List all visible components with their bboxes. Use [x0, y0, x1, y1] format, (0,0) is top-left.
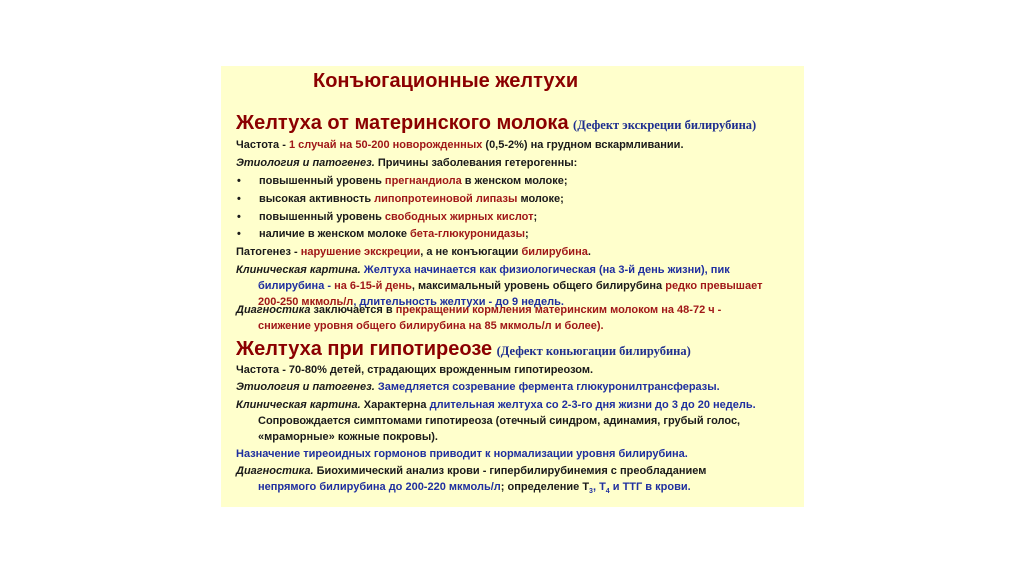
pathogenesis-text: .: [587, 246, 591, 258]
etiology-text: Замедляется созревание фермента глюкуронилтрансферазы.: [374, 381, 720, 393]
section2-subheading: (Дефект коньюгации билирубина): [496, 344, 691, 358]
list-item: [237, 193, 564, 205]
freq-rest: (0,5-2%) на грудном вскармливании.: [482, 139, 684, 151]
bullet-text: наличие в женском молоке: [259, 228, 410, 240]
clinical-text: Желтуха начинается как физиологическая (на 3-й день жизни), пик: [360, 264, 730, 276]
section2-clinical-line2: Сопровождается симптомами гипотиреоза (отечный синдром, адинамия, грубый голос,: [258, 415, 741, 427]
section2-diagnosis-line2: [258, 481, 691, 495]
clinical-highlight: длительная желтуха со 2-3-го дня жизни до 3 до 20 недель.: [429, 399, 756, 411]
section2-diagnosis-line1: [236, 465, 706, 477]
section2-etiology: [236, 381, 720, 393]
clinical-label: Клиническая картина.: [236, 264, 361, 276]
list-item: [237, 211, 538, 223]
bullet-text: повышенный уровень: [259, 175, 385, 187]
bullet-text: высокая активность: [259, 193, 375, 205]
bullet-highlight: прегнандиола: [384, 175, 462, 187]
bullet-highlight: свободных жирных кислот: [384, 211, 534, 223]
bullet-text: в женском молоке;: [461, 175, 568, 187]
section1-subheading: (Дефект экскреции билирубина): [573, 118, 757, 132]
list-item: [237, 228, 529, 240]
section2-clinical-line1: [236, 399, 756, 411]
clinical-label: Клиническая картина.: [236, 399, 361, 411]
list-item: [237, 175, 568, 187]
subscript: 3: [589, 488, 593, 496]
freq-value: 1 случай на 50-200 новорожденных: [288, 139, 483, 151]
section1-clinical-line2: [258, 280, 762, 292]
freq-label: Частота -: [236, 139, 289, 151]
clinical-text: , максимальный уровень общего билирубина: [411, 280, 666, 292]
section2-header: [236, 338, 691, 361]
diagnosis-text: ; определение Т: [500, 481, 590, 493]
section1-frequency: [236, 139, 684, 151]
bullet-text: повышенный уровень: [259, 211, 385, 223]
bullet-text: ;: [525, 228, 529, 240]
bullet-icon: •: [237, 175, 241, 187]
diagnosis-text: Биохимический анализ крови - гипербилирубинемия с преобладанием: [313, 465, 707, 477]
clinical-text: , длительность желтухи - до 9 недель.: [353, 296, 564, 308]
section2-frequency: Частота - 70-80% детей, страдающих врожденным гипотиреозом.: [236, 364, 594, 376]
section1-diagnosis-line2: снижение уровня общего билирубина на 85 мкмоль/л и более).: [258, 320, 604, 332]
section2-clinical-line3: «мраморные» кожные покровы).: [258, 431, 438, 443]
diagnosis-highlight: непрямого билирубина до 200-220 мкмоль/л: [258, 481, 501, 493]
diagnosis-highlight: прекращении кормления материнским молоком на 48-72 ч -: [395, 304, 722, 316]
bullet-text: ;: [533, 211, 538, 223]
diagnosis-text: , Т: [592, 481, 606, 493]
clinical-highlight: редко превышает: [665, 280, 763, 292]
section1-clinical-line1: [236, 264, 730, 276]
pathogenesis-text: , а не конъюгации: [420, 246, 522, 258]
section1-pathogenesis: [236, 246, 591, 258]
clinical-highlight: 200-250 мкмоль/л: [258, 296, 354, 308]
etiology-text: Причины заболевания гетерогенны:: [374, 157, 578, 169]
section1-header: [236, 112, 756, 135]
clinical-highlight: на 6-15-й день: [334, 280, 412, 292]
bullet-icon: •: [237, 228, 241, 240]
pathogenesis-label: Патогенез -: [236, 246, 301, 258]
bullet-highlight: липопротеиновой липазы: [374, 193, 518, 205]
pathogenesis-highlight: билирубина: [521, 246, 588, 258]
section2-heading: Желтуха при гипотиреозе: [236, 338, 493, 360]
slide-title: Конъюгационные желтухи: [313, 70, 579, 92]
section1-etiology: [236, 157, 577, 169]
bullet-text: молоке;: [517, 193, 564, 205]
section2-treatment: Назначение тиреоидных гормонов приводит к нормализации уровня билирубина.: [236, 448, 688, 460]
diagnosis-text: заключается в: [310, 304, 396, 316]
clinical-text: билирубина -: [258, 280, 335, 292]
pathogenesis-highlight: нарушение экскреции: [300, 246, 421, 258]
section1-diagnosis-line1: [236, 304, 721, 316]
section1-heading: Желтуха от материнского молока: [236, 112, 569, 134]
bullet-icon: •: [237, 211, 241, 223]
clinical-text: Характерна: [360, 399, 430, 411]
diagnosis-text: и ТТГ в крови.: [609, 481, 691, 493]
subscript: 4: [605, 488, 610, 496]
etiology-label: Этиология и патогенез.: [236, 157, 375, 169]
etiology-label: Этиология и патогенез.: [236, 381, 375, 393]
diagnosis-label: Диагностика: [236, 304, 311, 316]
bullet-icon: •: [237, 193, 241, 205]
bullet-highlight: бета-глюкуронидазы: [410, 228, 526, 240]
diagnosis-label: Диагностика.: [236, 465, 314, 477]
